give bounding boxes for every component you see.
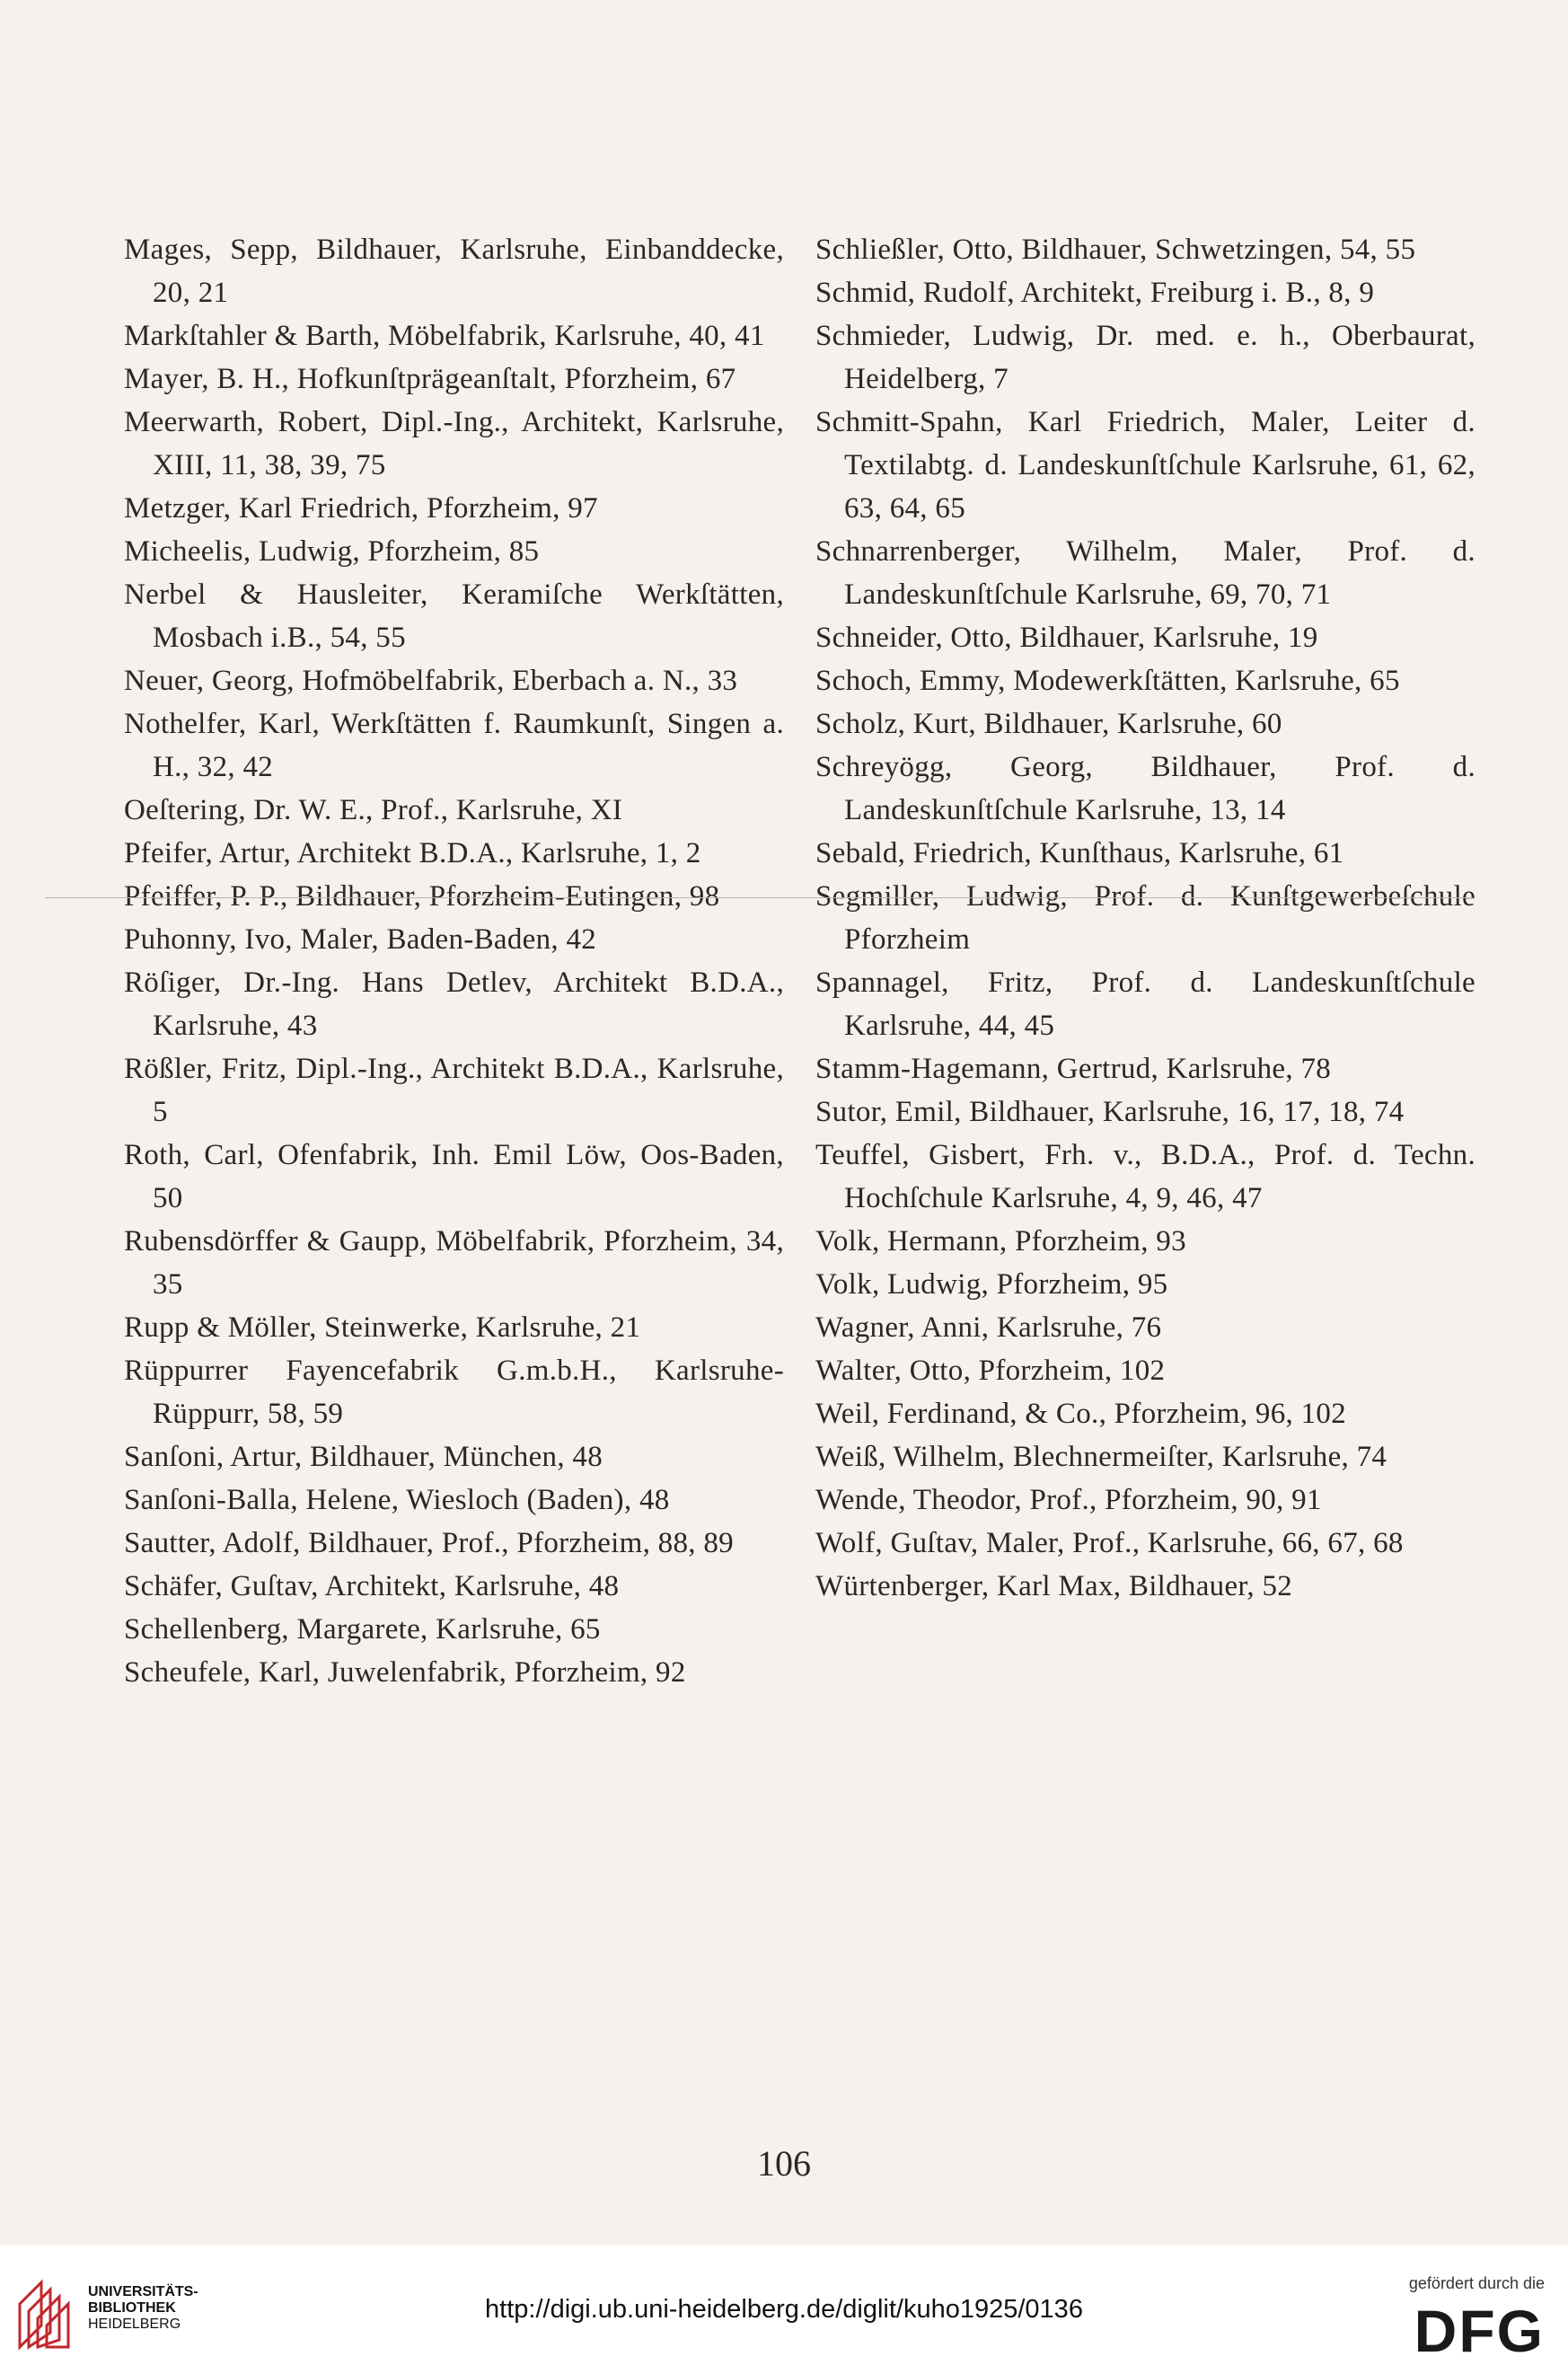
- index-entry: Schreyögg, Georg, Bildhauer, Prof. d. Landeskunſtſchule Karlsruhe, 13, 14: [815, 751, 1476, 826]
- index-entry: Schäfer, Guſtav, Architekt, Karlsruhe, 48: [124, 1570, 620, 1602]
- index-entry: Puhonny, Ivo, Maler, Baden-Baden, 42: [124, 923, 597, 956]
- index-entry: Volk, Ludwig, Pforzheim, 95: [815, 1268, 1168, 1301]
- index-entry: Markſtahler & Barth, Möbelfabrik, Karlsruhe, 40, 41: [124, 320, 765, 352]
- page-divider-rule: [45, 897, 1473, 898]
- index-entry: Schnarrenberger, Wilhelm, Maler, Prof. d. Landeskunſtſchule Karlsruhe, 69, 70, 71: [815, 535, 1476, 611]
- dfg-logo: DFG: [1414, 2298, 1545, 2364]
- library-name-line-1: UNIVERSITÄTS-: [88, 2284, 198, 2299]
- index-entry: Walter, Otto, Pforzheim, 102: [815, 1355, 1166, 1387]
- index-entry: Roth, Carl, Ofenfabrik, Inh. Emil Löw, Oos-Baden, 50: [124, 1139, 784, 1214]
- index-column-right: [815, 228, 1476, 1608]
- index-entry: Pfeiffer, P. P., Bildhauer, Pforzheim-Eutingen, 98: [124, 880, 720, 913]
- index-entry: Weil, Ferdinand, & Co., Pforzheim, 96, 102: [815, 1398, 1347, 1430]
- index-entry: Oeſtering, Dr. W. E., Prof., Karlsruhe, XI: [124, 794, 623, 826]
- index-entry: Rupp & Möller, Steinwerke, Karlsruhe, 21: [124, 1311, 641, 1344]
- index-entry: Sebald, Friedrich, Kunſthaus, Karlsruhe, 61: [815, 837, 1344, 869]
- library-name-line-3: HEIDELBERG: [88, 2317, 181, 2332]
- index-entry: Wagner, Anni, Karlsruhe, 76: [815, 1311, 1162, 1344]
- index-entry: Weiß, Wilhelm, Blechnermeiſter, Karlsruhe, 74: [815, 1441, 1387, 1473]
- page-number: 106: [757, 2143, 811, 2184]
- index-entry: Neuer, Georg, Hofmöbelfabrik, Eberbach a. N., 33: [124, 665, 738, 697]
- index-entry: Metzger, Karl Friedrich, Pforzheim, 97: [124, 492, 598, 525]
- permalink-url[interactable]: http://digi.ub.uni-heidelberg.de/diglit/kuho1925/0136: [485, 2295, 1083, 2324]
- index-entry: Nothelfer, Karl, Werkſtätten f. Raumkunſt, Singen a. H., 32, 42: [124, 708, 784, 783]
- index-column-left: [124, 228, 784, 1694]
- index-entry: Schmid, Rudolf, Architekt, Freiburg i. B., 8, 9: [815, 277, 1375, 309]
- index-entry: Schließler, Otto, Bildhauer, Schwetzingen, 54, 55: [815, 234, 1416, 266]
- index-entry: Segmiller, Ludwig, Prof. d. Kunſtgewerbeſchule Pforzheim: [815, 880, 1476, 956]
- index-entry: Sutor, Emil, Bildhauer, Karlsruhe, 16, 17, 18, 74: [815, 1096, 1405, 1128]
- index-entry: Schmieder, Ludwig, Dr. med. e. h., Oberbaurat, Heidelberg, 7: [815, 320, 1476, 395]
- index-entry: Sanſoni, Artur, Bildhauer, München, 48: [124, 1441, 603, 1473]
- index-entry: Mages, Sepp, Bildhauer, Karlsruhe, Einbanddecke, 20, 21: [124, 234, 784, 309]
- index-entry: Meerwarth, Robert, Dipl.-Ing., Architekt, Karlsruhe, XIII, 11, 38, 39, 75: [124, 406, 784, 481]
- index-entry: Spannagel, Fritz, Prof. d. Landeskunſtſchule Karlsruhe, 44, 45: [815, 966, 1476, 1042]
- index-entry: Würtenberger, Karl Max, Bildhauer, 52: [815, 1570, 1293, 1602]
- index-entry: Scheufele, Karl, Juwelenfabrik, Pforzheim, 92: [124, 1656, 686, 1689]
- index-entry: Scholz, Kurt, Bildhauer, Karlsruhe, 60: [815, 708, 1282, 740]
- index-entry: Rößler, Fritz, Dipl.-Ing., Architekt B.D.A., Karlsruhe, 5: [124, 1053, 784, 1128]
- index-entry: Schellenberg, Margarete, Karlsruhe, 65: [124, 1613, 601, 1646]
- index-entry: Schoch, Emmy, Modewerkſtätten, Karlsruhe, 65: [815, 665, 1400, 697]
- index-entry: Mayer, B. H., Hofkunſtprägeanſtalt, Pforzheim, 67: [124, 363, 736, 395]
- index-entry: Micheelis, Ludwig, Pforzheim, 85: [124, 535, 540, 568]
- index-entry: Schmitt-Spahn, Karl Friedrich, Maler, Leiter d. Textilabtg. d. Landeskunſtſchule Karlsruhe, 61, 62, 63, 64, 65: [815, 406, 1476, 525]
- index-entry: Rubensdörffer & Gaupp, Möbelfabrik, Pforzheim, 34, 35: [124, 1225, 784, 1301]
- index-entry: Volk, Hermann, Pforzheim, 93: [815, 1225, 1186, 1258]
- index-entry: Nerbel & Hausleiter, Keramiſche Werkſtätten, Mosbach i.B., 54, 55: [124, 578, 784, 654]
- index-entry: Stamm-Hagemann, Gertrud, Karlsruhe, 78: [815, 1053, 1332, 1085]
- index-entry: Sanſoni-Balla, Helene, Wiesloch (Baden), 48: [124, 1484, 670, 1516]
- index-entry: Wolf, Guſtav, Maler, Prof., Karlsruhe, 66, 67, 68: [815, 1527, 1404, 1559]
- index-entry: Sautter, Adolf, Bildhauer, Prof., Pforzheim, 88, 89: [124, 1527, 734, 1559]
- index-entry: Schneider, Otto, Bildhauer, Karlsruhe, 19: [815, 622, 1318, 654]
- sponsor-caption: gefördert durch die: [1408, 2274, 1545, 2292]
- index-entry: Rüppurrer Fayencefabrik G.m.b.H., Karlsruhe-Rüppurr, 58, 59: [124, 1355, 784, 1430]
- index-entry: Wende, Theodor, Prof., Pforzheim, 90, 91: [815, 1484, 1322, 1516]
- index-entry: Röſiger, Dr.-Ing. Hans Detlev, Architekt B.D.A., Karlsruhe, 43: [124, 966, 784, 1042]
- index-entry: Teuffel, Gisbert, Frh. v., B.D.A., Prof. d. Techn. Hochſchule Karlsruhe, 4, 9, 46, 47: [815, 1139, 1476, 1214]
- library-name-line-2: BIBLIOTHEK: [88, 2300, 176, 2316]
- index-entry: Pfeifer, Artur, Architekt B.D.A., Karlsruhe, 1, 2: [124, 837, 701, 869]
